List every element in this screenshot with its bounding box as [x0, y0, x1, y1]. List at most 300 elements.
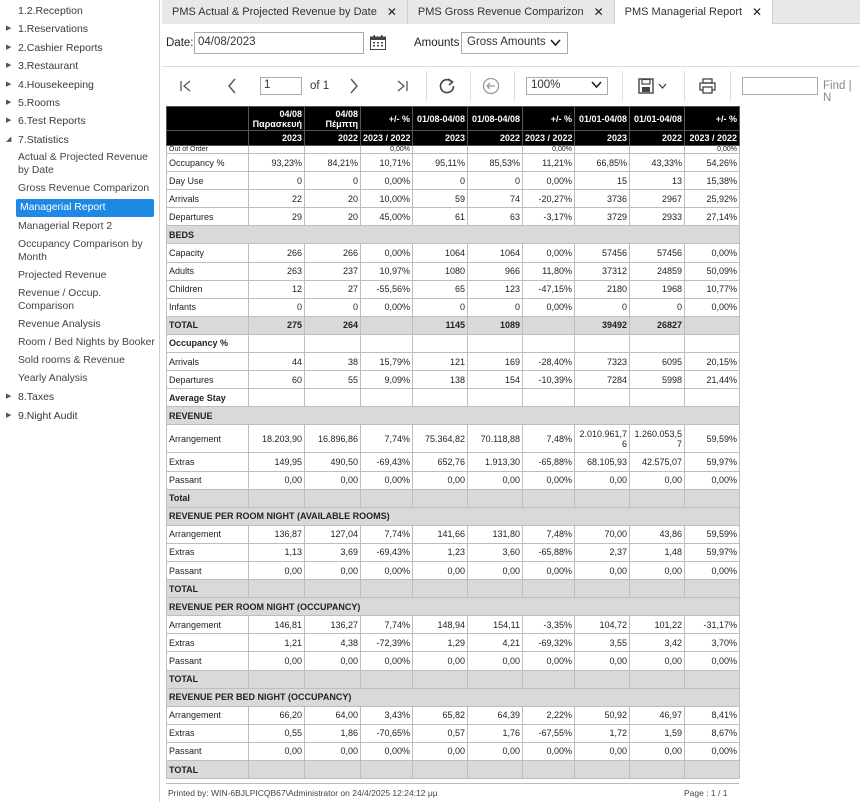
table-cell: 15,79%: [361, 353, 413, 371]
row-label: Passant: [167, 561, 249, 579]
table-cell: [575, 334, 630, 352]
table-cell: 4,21: [468, 634, 523, 652]
table-cell: 11,80%: [523, 262, 575, 280]
table-cell: 0,00%: [685, 652, 740, 670]
table-row: [167, 154, 740, 172]
table-cell: 127,04: [305, 525, 361, 543]
row-label: Arrangement: [167, 616, 249, 634]
table-cell: 27: [305, 280, 361, 298]
collapsed-arrow-icon[interactable]: ▶: [6, 62, 12, 70]
find-label: Find: [823, 80, 846, 92]
section-header-row: [167, 598, 740, 616]
table-row: [167, 244, 740, 262]
table-cell: 1064: [468, 244, 523, 262]
table-cell: -72,39%: [361, 634, 413, 652]
back-button[interactable]: [480, 75, 502, 97]
table-cell: 93,23%: [249, 154, 305, 172]
table-cell: 0,00: [413, 652, 468, 670]
table-cell: 2,22%: [523, 706, 575, 724]
table-cell: 75.364,82: [413, 425, 468, 453]
table-cell: [413, 489, 468, 507]
total-row: [167, 489, 740, 507]
sidebar-report-sold-rooms-revenue[interactable]: Sold rooms & Revenue: [18, 355, 125, 367]
table-cell: 20: [305, 208, 361, 226]
table-cell: [468, 389, 523, 407]
sidebar-report-room-bed-nights-by-booker[interactable]: Room / Bed Nights by Booker: [18, 337, 155, 349]
header-row-years: [167, 131, 740, 146]
collapsed-arrow-icon[interactable]: ▶: [6, 117, 12, 125]
header-cell: 2022: [468, 131, 523, 146]
table-cell: 1,13: [249, 543, 305, 561]
date-input[interactable]: 04/08/2023: [194, 32, 364, 54]
table-cell: 0: [249, 298, 305, 316]
sidebar-item-4-housekeeping[interactable]: [0, 76, 159, 94]
table-cell: -65,88%: [523, 453, 575, 471]
collapsed-arrow-icon[interactable]: ▶: [6, 43, 12, 51]
table-cell: [468, 580, 523, 598]
table-cell: 0: [305, 172, 361, 190]
zoom-value: 100%: [531, 79, 561, 91]
table-cell: 149,95: [249, 453, 305, 471]
table-row: [167, 561, 740, 579]
table-cell: [305, 670, 361, 688]
row-label: Passant: [167, 742, 249, 760]
table-cell: 0,00: [249, 561, 305, 579]
last-page-icon: [395, 79, 409, 93]
refresh-icon: [438, 77, 456, 95]
sidebar-report-gross-revenue-comparizon[interactable]: Gross Revenue Comparizon: [18, 183, 150, 195]
table-cell: 3,69: [305, 543, 361, 561]
close-icon[interactable]: ✕: [386, 5, 397, 19]
table-cell: 38: [305, 353, 361, 371]
table-cell: 1,23: [413, 543, 468, 561]
table-cell: 0,00%: [361, 471, 413, 489]
table-cell: [630, 580, 685, 598]
report-tree-sidebar: [0, 0, 160, 802]
total-row: [167, 761, 740, 779]
table-cell: 3736: [575, 190, 630, 208]
table-cell: -69,43%: [361, 543, 413, 561]
table-row: [167, 334, 740, 352]
table-cell: 169: [468, 353, 523, 371]
table-cell: 10,77%: [685, 280, 740, 298]
row-label: TOTAL: [167, 670, 249, 688]
table-cell: [249, 146, 305, 154]
sidebar-report-actual-projected-revenue-by-date[interactable]: Actual & Projected Revenue by Date: [18, 152, 148, 177]
table-cell: 136,27: [305, 616, 361, 634]
table-cell: 15: [575, 172, 630, 190]
find-next-button[interactable]: N: [823, 92, 832, 104]
page-footer: Page : 1 / 1: [684, 788, 728, 798]
table-cell: [305, 389, 361, 407]
sidebar-report-occupancy-comparison-by-month[interactable]: Occupancy Comparison by Month: [18, 239, 143, 264]
table-cell: 0,00: [575, 471, 630, 489]
table-cell: [413, 580, 468, 598]
table-row: [167, 634, 740, 652]
table-cell: 18.203,90: [249, 425, 305, 453]
table-cell: 154,11: [468, 616, 523, 634]
table-row: [167, 298, 740, 316]
table-cell: 0,00%: [685, 298, 740, 316]
header-cell: 2022: [305, 131, 361, 146]
table-cell: -20,27%: [523, 190, 575, 208]
table-cell: [249, 580, 305, 598]
table-cell: 146,81: [249, 616, 305, 634]
table-cell: [468, 146, 523, 154]
table-cell: 966: [468, 262, 523, 280]
table-cell: 148,94: [413, 616, 468, 634]
find-input[interactable]: [742, 77, 818, 95]
collapsed-arrow-icon[interactable]: ▶: [6, 98, 12, 106]
row-label: Departures: [167, 208, 249, 226]
table-cell: 55: [305, 371, 361, 389]
table-cell: [361, 580, 413, 598]
table-cell: 131,80: [468, 525, 523, 543]
table-cell: 1145: [413, 316, 468, 334]
table-cell: 59,59%: [685, 525, 740, 543]
table-cell: 95,11%: [413, 154, 468, 172]
header-cell: 01/08-04/08: [413, 107, 468, 131]
table-cell: 50,92: [575, 706, 630, 724]
table-cell: -69,43%: [361, 453, 413, 471]
table-cell: 2180: [575, 280, 630, 298]
table-cell: [305, 580, 361, 598]
printed-by-footer: Printed by: WIN-6BJLPICQB67\Administrator on 24/4/2025 12:24:12 μμ: [168, 788, 438, 798]
table-cell: -47,15%: [523, 280, 575, 298]
sidebar-item-9-night-audit[interactable]: [0, 407, 159, 425]
tab-pms-gross-revenue-comparizon[interactable]: [408, 0, 615, 24]
table-cell: 0,00%: [523, 742, 575, 760]
total-row: [167, 316, 740, 334]
sidebar-item-1-reservations[interactable]: [0, 20, 159, 38]
toolbar-separator: [426, 71, 427, 101]
row-label: Infants: [167, 298, 249, 316]
table-cell: 7,48%: [523, 425, 575, 453]
table-row: [167, 353, 740, 371]
table-cell: 44: [249, 353, 305, 371]
table-cell: 20,15%: [685, 353, 740, 371]
table-cell: [523, 670, 575, 688]
table-cell: [468, 670, 523, 688]
table-cell: 0,00: [630, 471, 685, 489]
table-cell: [413, 670, 468, 688]
find-button[interactable]: [823, 80, 860, 104]
table-cell: [305, 761, 361, 779]
table-cell: 50,09%: [685, 262, 740, 280]
collapsed-arrow-icon[interactable]: ▶: [6, 80, 12, 88]
table-cell: [305, 334, 361, 352]
table-cell: 46,97: [630, 706, 685, 724]
table-cell: 0,00%: [685, 561, 740, 579]
table-cell: [630, 670, 685, 688]
sidebar-item-7-statistics[interactable]: [0, 131, 159, 149]
table-cell: 0,00%: [361, 652, 413, 670]
table-cell: 66,20: [249, 706, 305, 724]
last-page-button[interactable]: [392, 75, 412, 97]
table-cell: 7,74%: [361, 425, 413, 453]
table-cell: [575, 761, 630, 779]
table-cell: 0,00: [413, 742, 468, 760]
tab-label: PMS Managerial Report: [624, 6, 743, 18]
header-cell: 01/08-04/08: [468, 107, 523, 131]
next-page-button[interactable]: [344, 75, 364, 97]
section-title: REVENUE: [167, 407, 740, 425]
sidebar-item-label: 5.Rooms: [18, 96, 61, 109]
table-cell: 25,92%: [685, 190, 740, 208]
total-row: [167, 580, 740, 598]
table-cell: [468, 334, 523, 352]
table-cell: 0,00: [630, 561, 685, 579]
sidebar-report-revenue-analysis[interactable]: Revenue Analysis: [18, 319, 101, 331]
table-cell: -67,55%: [523, 724, 575, 742]
table-cell: 7323: [575, 353, 630, 371]
table-cell: 0: [468, 172, 523, 190]
table-cell: 3,70%: [685, 634, 740, 652]
table-cell: 0,00%: [685, 471, 740, 489]
table-cell: 8,67%: [685, 724, 740, 742]
table-cell: 138: [413, 371, 468, 389]
table-cell: [523, 580, 575, 598]
print-button[interactable]: [696, 75, 718, 97]
table-cell: [685, 389, 740, 407]
table-row: [167, 706, 740, 724]
sidebar-item-1-2-reception[interactable]: [0, 2, 159, 20]
table-cell: 59: [413, 190, 468, 208]
table-cell: 45,00%: [361, 208, 413, 226]
row-label: Arrivals: [167, 353, 249, 371]
tab-pms-managerial-report[interactable]: [615, 0, 773, 24]
row-label: Occupancy %: [167, 154, 249, 172]
table-cell: [575, 580, 630, 598]
table-cell: 59,97%: [685, 543, 740, 561]
section-title: BEDS: [167, 226, 740, 244]
sidebar-report-managerial-report-2[interactable]: Managerial Report 2: [18, 221, 113, 233]
table-cell: [361, 389, 413, 407]
tab-label: PMS Gross Revenue Comparizon: [417, 6, 584, 18]
expanded-arrow-icon[interactable]: ◢: [6, 135, 12, 143]
table-cell: [685, 761, 740, 779]
table-cell: 6095: [630, 353, 685, 371]
table-cell: 64,39: [468, 706, 523, 724]
sidebar-report-yearly-analysis[interactable]: Yearly Analysis: [18, 373, 88, 385]
row-label: Arrangement: [167, 525, 249, 543]
table-cell: 0,00: [305, 742, 361, 760]
collapsed-arrow-icon[interactable]: ▶: [6, 393, 12, 401]
table-cell: 101,22: [630, 616, 685, 634]
header-cell: 04/08 Παρασκευή: [249, 107, 305, 131]
table-cell: 65,82: [413, 706, 468, 724]
table-cell: 0: [305, 298, 361, 316]
table-cell: 275: [249, 316, 305, 334]
section-title: REVENUE PER ROOM NIGHT (OCCUPANCY): [167, 598, 740, 616]
collapsed-arrow-icon[interactable]: ▶: [6, 411, 12, 419]
table-cell: 0,00: [249, 471, 305, 489]
table-cell: 2.010.961,7 6: [575, 425, 630, 453]
table-cell: 123: [468, 280, 523, 298]
footer-divider: [166, 783, 739, 784]
amounts-label: Amounts: [414, 37, 460, 49]
table-cell: 7284: [575, 371, 630, 389]
amounts-select[interactable]: [461, 32, 568, 54]
table-cell: 0,00%: [361, 561, 413, 579]
table-cell: [361, 670, 413, 688]
sidebar-item-2-cashier-reports[interactable]: [0, 39, 159, 57]
section-header-row: [167, 688, 740, 706]
table-cell: 0,00%: [523, 172, 575, 190]
table-cell: -28,40%: [523, 353, 575, 371]
first-page-button[interactable]: [176, 75, 196, 97]
row-label: Adults: [167, 262, 249, 280]
table-cell: 7,74%: [361, 616, 413, 634]
toolbar-separator: [470, 71, 471, 101]
table-cell: [523, 334, 575, 352]
table-cell: 20: [305, 190, 361, 208]
sidebar-item-6-test-reports[interactable]: [0, 112, 159, 130]
sidebar-report-managerial-report[interactable]: Managerial Report: [16, 199, 154, 217]
sidebar-report-projected-revenue[interactable]: Projected Revenue: [18, 270, 107, 282]
table-cell: 0,00%: [523, 652, 575, 670]
table-cell: [630, 489, 685, 507]
sidebar-item-label: 6.Test Reports: [18, 115, 86, 128]
sidebar-item-label: 4.Housekeeping: [18, 78, 94, 91]
page-number-input[interactable]: 1: [260, 77, 302, 95]
row-label: Children: [167, 280, 249, 298]
table-cell: 57456: [575, 244, 630, 262]
table-cell: 154: [468, 371, 523, 389]
table-cell: 0,00: [468, 742, 523, 760]
section-header-row: [167, 226, 740, 244]
table-cell: 652,76: [413, 453, 468, 471]
table-row: [167, 280, 740, 298]
table-cell: [468, 761, 523, 779]
managerial-report-table: [166, 106, 740, 779]
zoom-select[interactable]: [526, 77, 608, 95]
header-cell: 01/01-04/08: [575, 107, 630, 131]
sidebar-item-8-taxes[interactable]: [0, 388, 159, 406]
table-cell: [249, 489, 305, 507]
table-cell: 0,00%: [523, 561, 575, 579]
sidebar-item-label: 1.Reservations: [18, 23, 89, 36]
table-cell: 11,21%: [523, 154, 575, 172]
table-cell: [685, 316, 740, 334]
table-cell: 266: [305, 244, 361, 262]
sidebar-report-revenue-occup-comparison[interactable]: Revenue / Occup. Comparison: [18, 288, 102, 313]
tab-pms-actual-projected-revenue-by-date[interactable]: [162, 0, 408, 24]
table-cell: 43,86: [630, 525, 685, 543]
calendar-icon[interactable]: [370, 35, 386, 50]
table-cell: 0: [413, 172, 468, 190]
close-icon[interactable]: ✕: [752, 5, 763, 19]
collapsed-arrow-icon[interactable]: ▶: [6, 25, 12, 33]
refresh-button[interactable]: [436, 75, 458, 97]
sidebar-item-3-restaurant[interactable]: [0, 57, 159, 75]
row-label: Passant: [167, 471, 249, 489]
printer-icon: [699, 78, 716, 94]
row-label: TOTAL: [167, 316, 249, 334]
table-cell: 3,43%: [361, 706, 413, 724]
table-cell: 0,00: [305, 471, 361, 489]
first-page-icon: [179, 79, 193, 93]
table-row: [167, 453, 740, 471]
table-cell: [630, 146, 685, 154]
table-cell: 74: [468, 190, 523, 208]
table-cell: 10,00%: [361, 190, 413, 208]
table-row: [167, 471, 740, 489]
table-cell: 68.105,93: [575, 453, 630, 471]
sidebar-item-5-rooms[interactable]: [0, 94, 159, 112]
table-cell: 65: [413, 280, 468, 298]
table-cell: [685, 580, 740, 598]
table-cell: 85,53%: [468, 154, 523, 172]
header-cell: 2023: [575, 131, 630, 146]
row-label: Extras: [167, 724, 249, 742]
header-cell: 2023 / 2022: [523, 131, 575, 146]
table-cell: 0,00: [413, 471, 468, 489]
section-title: REVENUE PER BED NIGHT (OCCUPANCY): [167, 688, 740, 706]
row-label: Arrangement: [167, 706, 249, 724]
table-cell: [249, 389, 305, 407]
report-canvas: [162, 106, 860, 802]
table-cell: 16.896,86: [305, 425, 361, 453]
table-cell: 0,00%: [361, 742, 413, 760]
table-cell: 1,72: [575, 724, 630, 742]
section-title: REVENUE PER ROOM NIGHT (AVAILABLE ROOMS): [167, 507, 740, 525]
header-cell: [167, 107, 249, 131]
table-cell: [630, 761, 685, 779]
table-cell: 0,00%: [523, 298, 575, 316]
table-cell: 39492: [575, 316, 630, 334]
table-cell: [361, 761, 413, 779]
table-cell: 13: [630, 172, 685, 190]
table-cell: 0,00%: [361, 146, 413, 154]
table-cell: 0,00: [575, 561, 630, 579]
table-cell: 66,85%: [575, 154, 630, 172]
table-cell: [361, 316, 413, 334]
sidebar-item-label: 1.2.Reception: [18, 5, 83, 17]
table-cell: 0: [575, 298, 630, 316]
table-cell: 0,00%: [685, 742, 740, 760]
table-cell: 0,00: [468, 652, 523, 670]
table-row: [167, 172, 740, 190]
table-cell: 0,00%: [523, 471, 575, 489]
report-parameters: [162, 30, 860, 56]
previous-page-button[interactable]: [222, 75, 242, 97]
table-cell: 21,44%: [685, 371, 740, 389]
table-cell: 2967: [630, 190, 685, 208]
row-label: Occupancy %: [167, 334, 249, 352]
table-cell: 54,26%: [685, 154, 740, 172]
table-cell: 1968: [630, 280, 685, 298]
row-label: Extras: [167, 634, 249, 652]
export-button[interactable]: [634, 75, 670, 97]
chevron-down-icon: [550, 38, 561, 47]
table-cell: 0,00: [468, 561, 523, 579]
row-label: TOTAL: [167, 580, 249, 598]
close-icon[interactable]: ✕: [593, 5, 604, 19]
table-cell: [523, 761, 575, 779]
table-cell: 266: [249, 244, 305, 262]
table-cell: [685, 489, 740, 507]
table-cell: [413, 334, 468, 352]
table-cell: 9,09%: [361, 371, 413, 389]
table-cell: 0,00: [413, 561, 468, 579]
sidebar-item-label: 7.Statistics: [18, 133, 69, 146]
table-cell: 136,87: [249, 525, 305, 543]
table-cell: 43,33%: [630, 154, 685, 172]
table-cell: 57456: [630, 244, 685, 262]
row-label: Arrivals: [167, 190, 249, 208]
date-label: Date:: [166, 37, 194, 49]
